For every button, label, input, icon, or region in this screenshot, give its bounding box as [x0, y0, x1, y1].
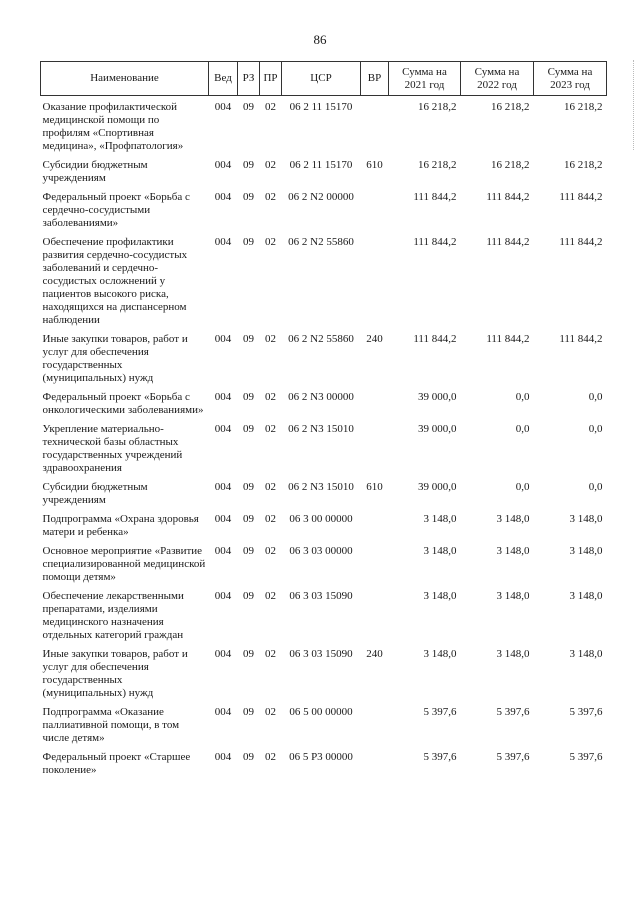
row-ved: 004 — [214, 391, 232, 403]
row-csr: 06 3 03 00000 — [289, 545, 353, 557]
row-sum-2021: 5 397,6 — [423, 751, 457, 763]
row-name: Основное мероприятие «Развитие специализированной медицинской помощи детям» — [42, 545, 206, 583]
row-sum-2021: 111 844,2 — [413, 333, 457, 345]
row-sum-2022: 3 148,0 — [496, 545, 530, 557]
header-vr: ВР — [361, 62, 389, 96]
budget-table — [40, 61, 607, 783]
row-csr: 06 2 11 15170 — [289, 159, 353, 171]
row-sum-2022: 3 148,0 — [496, 648, 530, 660]
scan-edge-mark — [633, 60, 636, 150]
row-vr: 610 — [366, 159, 383, 171]
row-sum-2022: 111 844,2 — [486, 191, 530, 203]
row-rz: 09 — [243, 590, 254, 602]
row-rz: 09 — [243, 481, 254, 493]
table-row — [41, 423, 607, 481]
row-name: Федеральный проект «Борьба с сердечно-сосудистыми заболеваниями» — [42, 191, 190, 229]
row-sum-2023: 3 148,0 — [569, 545, 603, 557]
row-vr — [361, 96, 389, 160]
row-sum-2022: 16 218,2 — [491, 159, 530, 171]
row-sum-2023: 0,0 — [588, 391, 603, 403]
header-sum-2022: Сумма на 2022 год — [461, 62, 534, 96]
row-rz: 09 — [243, 101, 254, 113]
row-sum-2023: 0,0 — [588, 423, 603, 435]
row-sum-2021: 5 397,6 — [423, 706, 457, 718]
row-sum-2021: 3 148,0 — [423, 648, 457, 660]
row-pr: 02 — [265, 513, 276, 525]
row-vr — [361, 423, 389, 481]
row-csr: 06 2 11 15170 — [289, 101, 353, 113]
row-vr — [361, 706, 389, 751]
table-row — [41, 191, 607, 236]
table-row — [41, 706, 607, 751]
table-row — [41, 648, 607, 706]
row-sum-2022: 3 148,0 — [496, 590, 530, 602]
table-row — [41, 391, 607, 423]
row-vr — [361, 513, 389, 545]
row-sum-2021: 39 000,0 — [418, 481, 457, 493]
row-rz: 09 — [243, 391, 254, 403]
row-ved: 004 — [214, 333, 232, 345]
row-ved: 004 — [214, 236, 232, 248]
table-header-row — [41, 62, 607, 96]
row-ved: 004 — [214, 648, 232, 660]
header-rz: РЗ — [238, 62, 260, 96]
row-name: Федеральный проект «Старшее поколение» — [42, 751, 191, 776]
table-row — [41, 590, 607, 648]
row-csr: 06 2 N2 55860 — [288, 333, 354, 345]
row-ved: 004 — [214, 513, 232, 525]
row-sum-2022: 0,0 — [515, 423, 530, 435]
row-sum-2021: 111 844,2 — [413, 236, 457, 248]
row-sum-2022: 3 148,0 — [496, 513, 530, 525]
row-vr: 610 — [366, 481, 383, 493]
row-sum-2022: 5 397,6 — [496, 706, 530, 718]
table-row — [41, 481, 607, 513]
row-sum-2022: 111 844,2 — [486, 236, 530, 248]
row-name: Обеспечение профилактики развития сердечно-сосудистых заболеваний и сердечно-сосудистых осложнений у пациентов высокого риска, находящихся на диспансерном наблюдении — [42, 236, 188, 326]
row-sum-2023: 5 397,6 — [569, 751, 603, 763]
row-vr — [361, 391, 389, 423]
row-sum-2023: 111 844,2 — [559, 236, 603, 248]
row-rz: 09 — [243, 706, 254, 718]
row-ved: 004 — [214, 481, 232, 493]
table-row — [41, 96, 607, 160]
row-ved: 004 — [214, 545, 232, 557]
row-ved: 004 — [214, 423, 232, 435]
row-sum-2022: 5 397,6 — [496, 751, 530, 763]
row-pr: 02 — [265, 706, 276, 718]
row-name: Иные закупки товаров, работ и услуг для обеспечения государственных (муниципальных) нужд — [42, 333, 188, 384]
row-rz: 09 — [243, 648, 254, 660]
row-sum-2022: 16 218,2 — [491, 101, 530, 113]
row-vr — [361, 236, 389, 333]
row-name: Обеспечение лекарственными препаратами, изделиями медицинского назначения отдельных категорий граждан — [42, 590, 184, 641]
row-sum-2023: 16 218,2 — [564, 159, 603, 171]
row-rz: 09 — [243, 545, 254, 557]
row-name: Субсидии бюджетным учреждениям — [42, 481, 148, 506]
row-ved: 004 — [214, 191, 232, 203]
header-sum-2021: Сумма на 2021 год — [389, 62, 461, 96]
row-vr — [361, 590, 389, 648]
row-pr: 02 — [265, 391, 276, 403]
row-rz: 09 — [243, 191, 254, 203]
row-ved: 004 — [214, 159, 232, 171]
row-pr: 02 — [265, 545, 276, 557]
row-sum-2021: 16 218,2 — [418, 159, 457, 171]
row-rz: 09 — [243, 751, 254, 763]
row-csr: 06 5 P3 00000 — [289, 751, 353, 763]
row-name: Подпрограмма «Охрана здоровья матери и ребенка» — [42, 513, 199, 538]
row-sum-2023: 3 148,0 — [569, 590, 603, 602]
row-csr: 06 2 N3 00000 — [288, 391, 354, 403]
header-sum-2023: Сумма на 2023 год — [534, 62, 607, 96]
row-sum-2022: 0,0 — [515, 481, 530, 493]
row-ved: 004 — [214, 751, 232, 763]
row-pr: 02 — [265, 590, 276, 602]
table-row — [41, 159, 607, 191]
row-name: Иные закупки товаров, работ и услуг для обеспечения государственных (муниципальных) нужд — [42, 648, 188, 699]
row-sum-2023: 111 844,2 — [559, 191, 603, 203]
table-row — [41, 751, 607, 783]
table-row — [41, 513, 607, 545]
row-ved: 004 — [214, 101, 232, 113]
row-ved: 004 — [214, 706, 232, 718]
row-csr: 06 5 00 00000 — [289, 706, 353, 718]
row-sum-2023: 16 218,2 — [564, 101, 603, 113]
row-rz: 09 — [243, 513, 254, 525]
header-csr: ЦСР — [282, 62, 361, 96]
row-name: Подпрограмма «Оказание паллиативной помощи, в том числе детям» — [42, 706, 180, 744]
header-pr: ПР — [260, 62, 282, 96]
page-number: 86 — [313, 32, 327, 47]
row-sum-2023: 111 844,2 — [559, 333, 603, 345]
row-rz: 09 — [243, 236, 254, 248]
row-pr: 02 — [265, 101, 276, 113]
row-vr — [361, 191, 389, 236]
row-rz: 09 — [243, 333, 254, 345]
row-pr: 02 — [265, 751, 276, 763]
row-name: Субсидии бюджетным учреждениям — [42, 159, 148, 184]
row-rz: 09 — [243, 159, 254, 171]
row-sum-2023: 3 148,0 — [569, 648, 603, 660]
row-csr: 06 3 00 00000 — [289, 513, 353, 525]
row-rz: 09 — [243, 423, 254, 435]
row-sum-2021: 16 218,2 — [418, 101, 457, 113]
row-ved: 004 — [214, 590, 232, 602]
table-row — [41, 333, 607, 391]
row-sum-2021: 3 148,0 — [423, 590, 457, 602]
row-sum-2021: 39 000,0 — [418, 391, 457, 403]
row-name: Федеральный проект «Борьба с онкологическими заболеваниями» — [42, 391, 204, 416]
row-csr: 06 2 N3 15010 — [288, 481, 354, 493]
row-name: Оказание профилактической медицинской помощи по профилям «Спортивная медицина», «Профпатология» — [42, 101, 184, 152]
row-csr: 06 2 N2 55860 — [288, 236, 354, 248]
row-pr: 02 — [265, 159, 276, 171]
table-row — [41, 236, 607, 333]
row-pr: 02 — [265, 648, 276, 660]
row-csr: 06 2 N3 15010 — [288, 423, 354, 435]
row-csr: 06 2 N2 00000 — [288, 191, 354, 203]
row-vr — [361, 751, 389, 783]
row-sum-2023: 3 148,0 — [569, 513, 603, 525]
header-ved: Вед — [209, 62, 238, 96]
row-pr: 02 — [265, 333, 276, 345]
row-csr: 06 3 03 15090 — [289, 590, 353, 602]
row-vr: 240 — [366, 648, 383, 660]
row-pr: 02 — [265, 236, 276, 248]
row-sum-2021: 111 844,2 — [413, 191, 457, 203]
row-pr: 02 — [265, 191, 276, 203]
row-pr: 02 — [265, 481, 276, 493]
header-name: Наименование — [41, 62, 209, 96]
row-sum-2023: 5 397,6 — [569, 706, 603, 718]
row-pr: 02 — [265, 423, 276, 435]
row-sum-2022: 111 844,2 — [486, 333, 530, 345]
row-name: Укрепление материально-технической базы областных государственных учреждений здравоохранения — [42, 423, 183, 474]
table-row — [41, 545, 607, 590]
row-csr: 06 3 03 15090 — [289, 648, 353, 660]
row-sum-2021: 3 148,0 — [423, 513, 457, 525]
row-vr — [361, 545, 389, 590]
row-sum-2021: 3 148,0 — [423, 545, 457, 557]
row-sum-2022: 0,0 — [515, 391, 530, 403]
row-sum-2021: 39 000,0 — [418, 423, 457, 435]
row-sum-2023: 0,0 — [588, 481, 603, 493]
row-vr: 240 — [366, 333, 383, 345]
